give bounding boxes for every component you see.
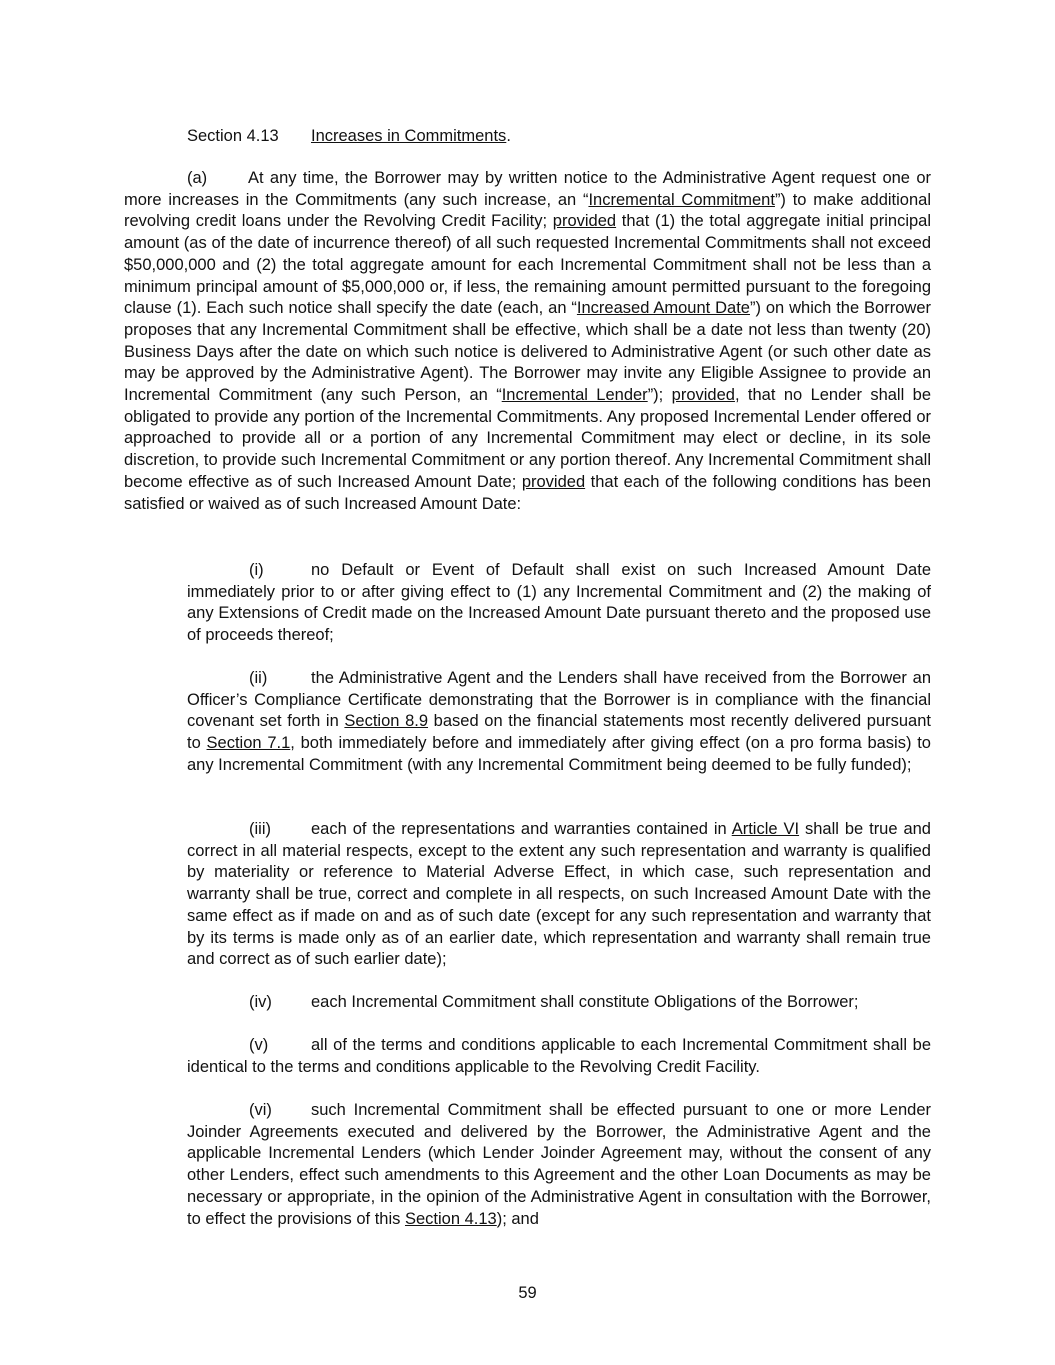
defined-term-increased-amount-date: Increased Amount Date [576, 299, 750, 318]
clause-text: ); and [496, 1209, 539, 1228]
provided-term: provided [521, 472, 586, 491]
paragraph-a-label: (a) [187, 169, 208, 187]
paragraph-text: ”) to make additional revolving credit loans under the Revolving Credit Facility; [124, 190, 931, 231]
cross-reference: Section 7.1 [206, 734, 291, 753]
paragraph-text: that (1) the total aggregate initial principal amount (as of the date of incurrence thereof) of all such requested Incremental Commitments shall not exceed $50,000,000 and (2) the total aggregate amount for each Incremental Commitment shall not be less than a minimum principal amount of $5,000,000 or, if less, the remaining amount permitted pursuant to the foregoing clause (1). Each such notice shall specify the date (each, an “ [124, 212, 931, 318]
clause-iii [187, 819, 931, 971]
clause-text: based on the financial statements most recently delivered pursuant to [187, 712, 931, 753]
clause-text: the Administrative Agent and the Lenders shall have received from the Borrower an Officer’s Compliance Certificate demonstrating that the Borrower is in compliance with the financial covenant set forth in [187, 669, 931, 731]
provided-term: provided [671, 386, 735, 405]
paragraph-text: ”); [647, 386, 672, 405]
defined-term-incremental-commitment: Incremental Commitment [588, 190, 775, 209]
clause-iv [187, 992, 931, 1014]
clause-label: (iii) [249, 820, 271, 838]
clause-label: (iv) [249, 993, 272, 1011]
clause-v [187, 1035, 931, 1078]
cross-reference: Section 8.9 [344, 712, 429, 731]
clause-text: each of the representations and warranties contained in [311, 820, 732, 838]
clause-text: no Default or Event of Default shall exist on such Increased Amount Date immediately prior to or after giving effect to (1) any Incremental Commitment and (2) the making of any Extensions of Credit made on the Increased Amount Date pursuant thereto and the proposed use of proceeds thereof; [187, 561, 931, 645]
section-heading [187, 126, 511, 148]
page-number: 59 [518, 1284, 537, 1302]
section-number: Section 4.13 [187, 127, 279, 145]
section-title: Increases in Commitments [311, 127, 507, 145]
clause-label: (vi) [249, 1101, 272, 1119]
clause-ii [187, 668, 931, 777]
clause-label: (v) [249, 1036, 269, 1054]
paragraph-text: At any time, the Borrower may by written notice to the Administrative Agent request one or more increases in the Commitments (any such increase, an “ [124, 169, 931, 209]
section-title-period: . [506, 127, 511, 145]
clause-text: such Incremental Commitment shall be effected pursuant to one or more Lender Joinder Agreements executed and delivered by the Borrower, the Administrative Agent and the applicable Incremental Lenders (which Lender Joinder Agreement may, without the consent of any other Lenders, effect such amendments to this Agreement and the other Loan Documents as may be necessary or appropriate, in the opinion of the Administrative Agent in consultation with the Borrower, to effect the provisions of this [187, 1101, 931, 1228]
paragraph-text: that each of the following conditions has been satisfied or waived as of such Increased Amount Date: [124, 472, 932, 513]
clause-i [187, 560, 931, 647]
clause-label: (i) [249, 561, 264, 579]
clause-text: all of the terms and conditions applicable to each Incremental Commitment shall be identical to the terms and conditions applicable to the Revolving Credit Facility. [187, 1036, 931, 1076]
paragraph-text: , that no Lender shall be obligated to provide any portion of the Incremental Commitments. Any proposed Incremental Lender offered or approached to provide all or a portion of any Incremental Commitment may elect or decline, in its sole discretion, to provide such Incremental Commitment or any portion thereof. Any Incremental Commitment shall become effective as of such Increased Amount Date; [124, 386, 932, 491]
cross-reference: Section 4.13 [404, 1209, 497, 1228]
clause-text: , both immediately before and immediately after giving effect (on a pro forma basis) to any Incremental Commitment (with any Incremental Commitment being deemed to be fully funded); [187, 734, 931, 774]
clause-vi [187, 1100, 931, 1230]
provided-term: provided [552, 212, 617, 231]
paragraph-a [124, 168, 931, 515]
clause-text: each Incremental Commitment shall constitute Obligations of the Borrower; [311, 993, 859, 1011]
paragraph-text: ”) on which the Borrower proposes that any Incremental Commitment shall be effective, which shall be a date not less than twenty (20) Business Days after the date on which such notice is delivered to Administrative Agent (or such other date as may be approved by the Administrative Agent). The Borrower may invite any Eligible Assignee to provide an Incremental Commitment (any such Person, an “ [124, 299, 931, 405]
cross-reference: Article VI [731, 820, 800, 838]
clause-text: shall be true and correct in all material respects, except to the extent any such representation and warranty is qualified by materiality or reference to Material Adverse Effect, in which case, such representation and warranty shall be true, correct and complete in all respects, on such Increased Amount Date with the same effect as if made on and as of such date (except for any such representation and warranty that by its terms is made only as of an earlier date, which representation and warranty shall remain true and correct as of such earlier date); [187, 820, 931, 969]
defined-term-incremental-lender: Incremental Lender [501, 386, 648, 405]
clause-label: (ii) [249, 669, 268, 687]
